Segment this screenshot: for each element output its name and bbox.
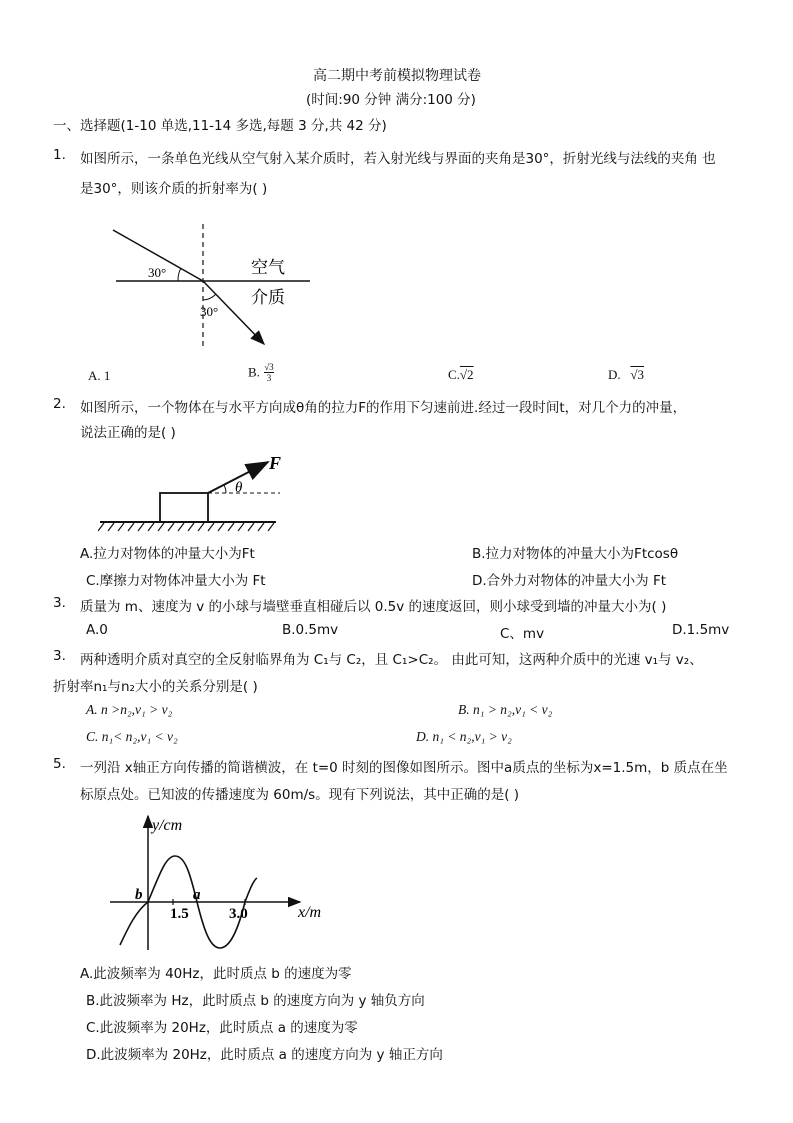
force-label: F xyxy=(269,453,282,473)
q1-text-line1: 如图所示，一条单色光线从空气射入某介质时，若入射光线与界面的夹角是30°，折射光线与法线的夹角 也 xyxy=(80,151,716,167)
q2-number: 2. xyxy=(53,396,66,412)
q2-option-b: B.拉力对物体的冲量大小为Ftcosθ xyxy=(472,546,679,562)
q3b-number: 3. xyxy=(53,648,66,664)
q1-option-c: C.√2 xyxy=(448,367,474,382)
page-title: 高二期中考前模拟物理试卷 xyxy=(313,68,481,84)
q2-text-line2: 说法正确的是( ) xyxy=(80,425,176,441)
q1-text-line2: 是30°，则该介质的折射率为( ) xyxy=(80,181,268,197)
q5-option-a: A.此波频率为 40Hz，此时质点 b 的速度为零 xyxy=(80,966,352,982)
q5-text-line1: 一列沿 x轴正方向传播的简谐横波，在 t=0 时刻的图像如图所示。图中a质点的坐标为x=1.5m，b 质点在坐 xyxy=(80,760,728,776)
q5-option-c: C.此波频率为 20Hz，此时质点 a 的速度为零 xyxy=(86,1020,358,1036)
q2-text-line1: 如图所示，一个物体在与水平方向成θ角的拉力F的作用下匀速前进.经过一段时间t，对几个力的冲量， xyxy=(80,400,687,416)
angle-label-bottom: 30° xyxy=(200,304,219,319)
point-b-label: b xyxy=(135,887,143,903)
point-a-label: a xyxy=(193,887,201,903)
angle-arc-bottom xyxy=(203,294,216,300)
q5-option-b: B.此波频率为 Hz，此时质点 b 的速度方向为 y 轴负方向 xyxy=(86,993,425,1009)
label-medium: 介质 xyxy=(251,288,285,308)
q3a-number: 3. xyxy=(53,595,66,611)
q1-number: 1. xyxy=(53,147,66,163)
y-axis-label: y/cm xyxy=(152,817,183,834)
q2-force-figure xyxy=(98,452,294,534)
q3a-option-d: D.1.5mv xyxy=(672,622,730,638)
q5-option-d: D.此波频率为 20Hz，此时质点 a 的速度方向为 y 轴正方向 xyxy=(86,1047,443,1063)
angle-arc-top xyxy=(178,268,181,281)
q3b-option-a: A. n >n₂,v₁ > v₂ xyxy=(86,702,173,717)
theta-arc xyxy=(224,485,226,493)
q5-wave-figure xyxy=(108,810,336,952)
q3a-option-c: C、mv xyxy=(500,626,545,642)
q3a-option-b: B.0.5mv xyxy=(282,622,339,638)
q3a-option-a: A.0 xyxy=(86,622,108,638)
q3b-option-b: B. n₁ > n₂,v₁ < v₂ xyxy=(458,702,553,717)
q3b-text-line1: 两种透明介质对真空的全反射临界角为 C₁与 C₂，且 C₁>C₂。 由此可知，这两种介质中的光速 v₁与 v₂、 xyxy=(80,652,703,668)
theta-label: θ xyxy=(235,480,243,496)
q1-option-b: B. $\frac{√3}{3}$ xyxy=(248,362,274,383)
q1-refraction-figure xyxy=(108,222,318,354)
tick-label-1-5: 1.5 xyxy=(170,906,189,922)
q5-text-line2: 标原点处。已知波的传播速度为 60m/s。现有下列说法，其中正确的是( ) xyxy=(80,787,520,803)
q2-option-d: D.合外力对物体的冲量大小为 Ft xyxy=(472,573,667,589)
q2-option-a: A.拉力对物体的冲量大小为Ft xyxy=(80,546,255,562)
angle-label-top: 30° xyxy=(148,265,167,280)
ground-hatching xyxy=(98,523,274,531)
section-heading: 一、选择题(1-10 单选,11-14 多选,每题 3 分,共 42 分) xyxy=(53,118,387,134)
tick-label-3-0: 3.0 xyxy=(229,906,248,922)
q3b-option-c: C. n₁< n₂,v₁ < v₂ xyxy=(86,729,178,744)
q3b-option-d: D. n₁ < n₂,v₁ > v₂ xyxy=(416,729,512,744)
q5-number: 5. xyxy=(53,756,66,772)
q3a-text: 质量为 m、速度为 v 的小球与墙壁垂直相碰后以 0.5v 的速度返回，则小球受到墙的冲量大小为( ) xyxy=(80,599,667,615)
x-axis-label: x/m xyxy=(298,904,322,921)
q1-option-d: D. √3 xyxy=(608,367,645,382)
block xyxy=(160,493,208,522)
label-air: 空气 xyxy=(251,258,285,278)
exam-meta: (时间:90 分钟 满分:100 分) xyxy=(306,92,476,108)
q2-option-c: C.摩擦力对物体冲量大小为 Ft xyxy=(86,573,266,589)
q1-option-a: A. 1 xyxy=(88,368,111,383)
q3b-text-line2: 折射率n₁与n₂大小的关系分别是( ) xyxy=(53,679,258,695)
